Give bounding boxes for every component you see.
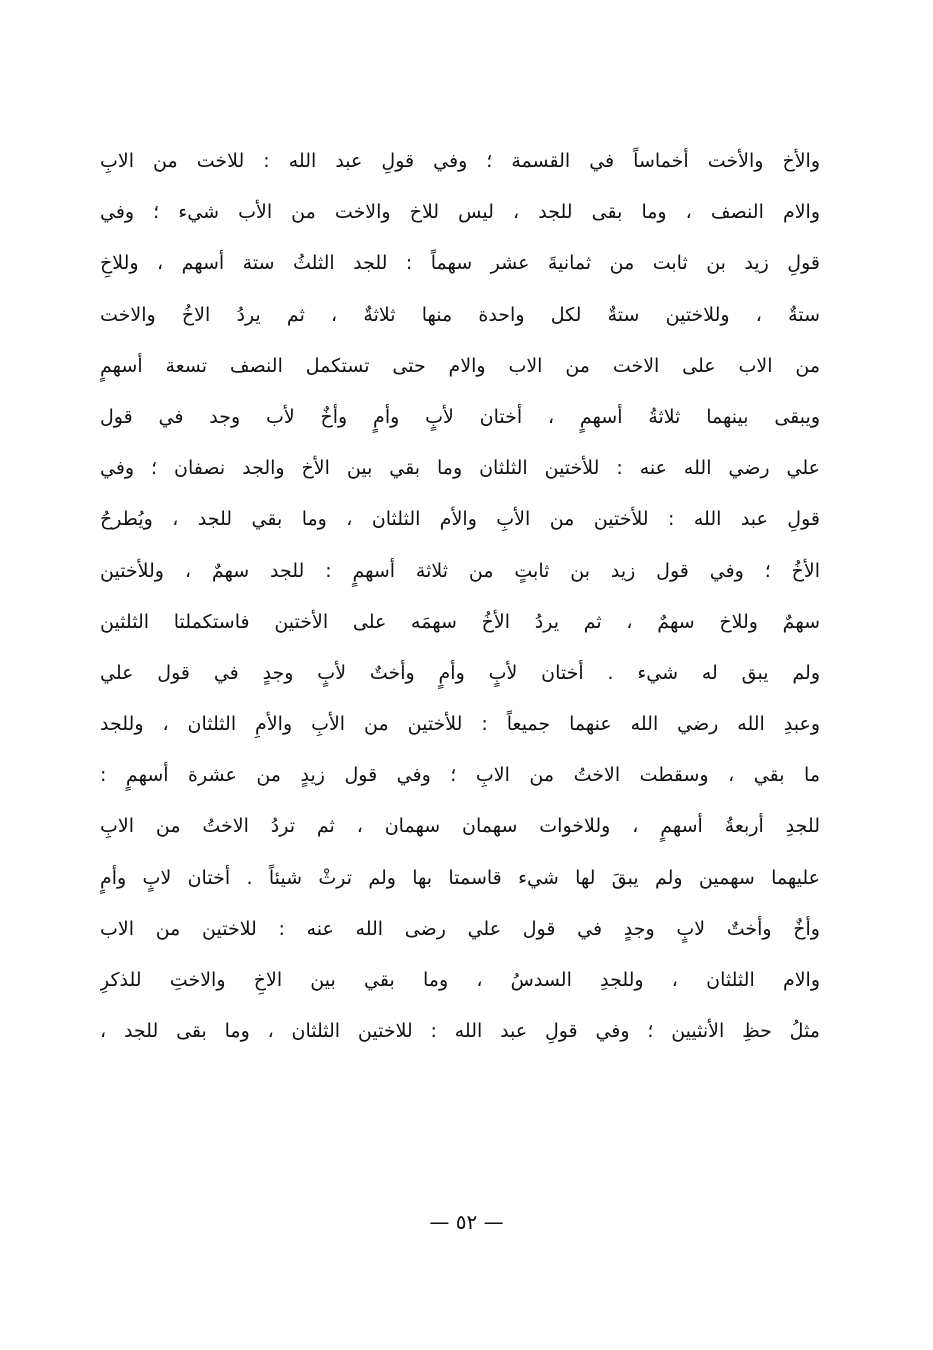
text-line: عليهما سهمين ولم يبقَ لها شيء قاسمتا بها ولم ترثْ شيئاً . أختان لابٍ وأمٍ bbox=[100, 866, 820, 889]
text-line: علي رضي الله عنه : للأختين الثلثان وما بقي بين الأخ والجد نصفان ؛ وفي bbox=[100, 457, 820, 480]
text-line: مثلُ حظِ الأنثيين ؛ وفي قولِ عبد الله : للاختين الثلثان ، وما بقى للجد ، bbox=[100, 1020, 820, 1043]
text-line: ولم يبق له شيء . أختان لأبٍ وأمٍ وأختٌ لأبٍ وجدٍ في قول علي bbox=[100, 661, 820, 684]
text-line: من الاب على الاخت من الاب والام حتى تستكمل النصف تسعة أسهمٍ bbox=[100, 354, 820, 377]
text-line: وأخٌ وأختٌ لابٍ وجدٍ في قول علي رضى الله عنه : للاختين من الاب bbox=[100, 917, 820, 940]
text-line: والام الثلثان ، وللجدِ السدسُ ، وما بقي بين الاخِ والاختِ للذكرِ bbox=[100, 969, 820, 991]
text-line: والام النصف ، وما بقى للجد ، ليس للاخ والاخت من الأب شيء ؛ وفي bbox=[100, 201, 820, 224]
text-line: ستةٌ ، وللاختين ستةٌ لكل واحدة منها ثلاثةٌ ، ثم يردُ الاخُ والاخت bbox=[100, 303, 820, 326]
text-line: ويبقى بينهما ثلاثةُ أسهمٍ ، أختان لأبٍ وأمٍ وأخٌ لأب وجد في قول bbox=[100, 405, 820, 428]
text-line: للجدِ أربعةُ أسهمٍ ، وللاخوات سهمان سهمان ، ثم تردُ الاختُ من الابِ bbox=[100, 815, 820, 838]
text-line: سهمٌ وللاخ سهمٌ ، ثم يردُ الأخُ سهمَه على الأختين فاستكملتا الثلثين bbox=[100, 610, 820, 633]
page-number: — ٥٢ — bbox=[429, 1210, 504, 1234]
text-line: الأخُ ؛ وفي قول زيد بن ثابتٍ من ثلاثة أسهمٍ : للجد سهمٌ ، وللأختين bbox=[100, 559, 820, 582]
text-line: ما بقي ، وسقطت الاختُ من الابِ ؛ وفي قول زيدٍ من عشرة أسهمٍ : bbox=[100, 764, 820, 787]
body-text bbox=[100, 136, 820, 1057]
text-line: والأخ والأخت أخماساً في القسمة ؛ وفي قولِ عبد الله : للاخت من الابِ bbox=[100, 150, 820, 172]
text-line: قولِ زيد بن ثابت من ثمانيةَ عشر سهماً : للجد الثلثُ ستة أسهم ، وللاخِ bbox=[100, 252, 820, 275]
text-line: وعبدِ الله رضي الله عنهما جميعاً : للأختين من الأبِ والأمِ الثلثان ، وللجد bbox=[100, 713, 820, 736]
text-line: قولِ عبد الله : للأختين من الأبِ والأم الثلثان ، وما بقي للجد ، ويُطرحُ bbox=[100, 508, 820, 531]
